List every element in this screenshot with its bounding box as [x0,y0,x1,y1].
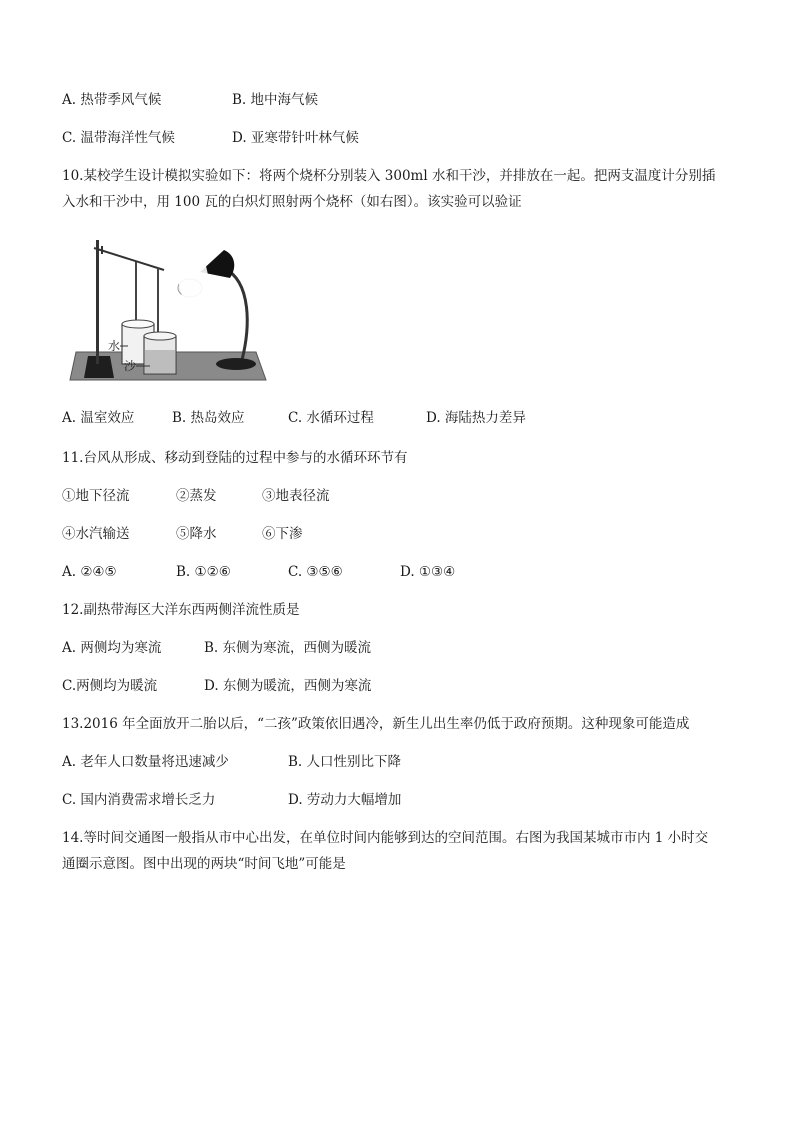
q10-option-c: C. 水循环过程 [288,410,374,426]
q10-stem-line1: 10.某校学生设计模拟实验如下：将两个烧杯分别装入 300ml 水和干沙，并排放在一起。把两支温度计分别插 [62,168,716,184]
experiment-illustration [66,232,270,386]
q11-item-4: ④水汽输送 [62,526,130,542]
q13-option-c: C. 国内消费需求增长乏力 [62,792,216,808]
q10-experiment-figure [66,232,270,386]
q9-option-b: B. 地中海气候 [232,92,319,108]
q10-option-a: A. 温室效应 [62,410,135,426]
q10-stem-line2: 入水和干沙中，用 100 瓦的白炽灯照射两个烧杯（如右图）。该实验可以验证 [62,194,522,210]
label-water: 水 [108,339,121,353]
q10-option-d: D. 海陆热力差异 [426,410,526,426]
lamp-arm [224,268,247,360]
q11-item-1: ①地下径流 [62,488,130,504]
lamp-base [216,358,256,370]
q10-option-b: B. 热岛效应 [172,410,245,426]
q11-item-2: ②蒸发 [176,488,217,504]
q13-stem: 13.2016 年全面放开二胎以后，“二孩”政策依旧遇冷，新生儿出生率仍低于政府预期。这种现象可能造成 [62,716,690,732]
q12-option-b: B. 东侧为寒流，西侧为暖流 [204,640,372,656]
q12-option-a: A. 两侧均为寒流 [62,640,162,656]
q11-item-5: ⑤降水 [176,526,217,542]
q14-stem-line2: 通圈示意图。图中出现的两块“时间飞地”可能是 [62,856,346,872]
q11-option-b: B. ①②⑥ [176,564,231,580]
stand-pole [96,240,99,364]
q11-option-d: D. ①③④ [400,564,456,580]
q13-option-a: A. 老年人口数量将迅速减少 [62,754,229,770]
q11-option-a: A. ②④⑤ [62,564,117,580]
q9-option-a: A. 热带季风气候 [62,92,162,108]
stand-arm [94,248,164,270]
q12-option-d: D. 东侧为暖流，西侧为寒流 [204,678,372,694]
q9-option-d: D. 亚寒带针叶林气候 [232,130,359,146]
q11-item-3: ③地表径流 [262,488,330,504]
q12-option-c: C.两侧均为暖流 [62,678,158,694]
q13-option-d: D. 劳动力大幅增加 [288,792,402,808]
q11-option-c: C. ③⑤⑥ [288,564,343,580]
q14-stem-line1: 14.等时间交通图一般指从市中心出发，在单位时间内能够到达的空间范围。右图为我国某城市市内 1 小时交 [62,830,709,846]
q13-option-b: B. 人口性别比下降 [288,754,402,770]
q11-stem: 11.台风从形成、移动到登陆的过程中参与的水循环环节有 [62,450,408,466]
q12-stem: 12.副热带海区大洋东西两侧洋流性质是 [62,602,300,618]
q9-option-c: C. 温带海洋性气候 [62,130,175,146]
label-sand: 沙 [124,359,137,373]
q11-item-6: ⑥下渗 [262,526,303,542]
